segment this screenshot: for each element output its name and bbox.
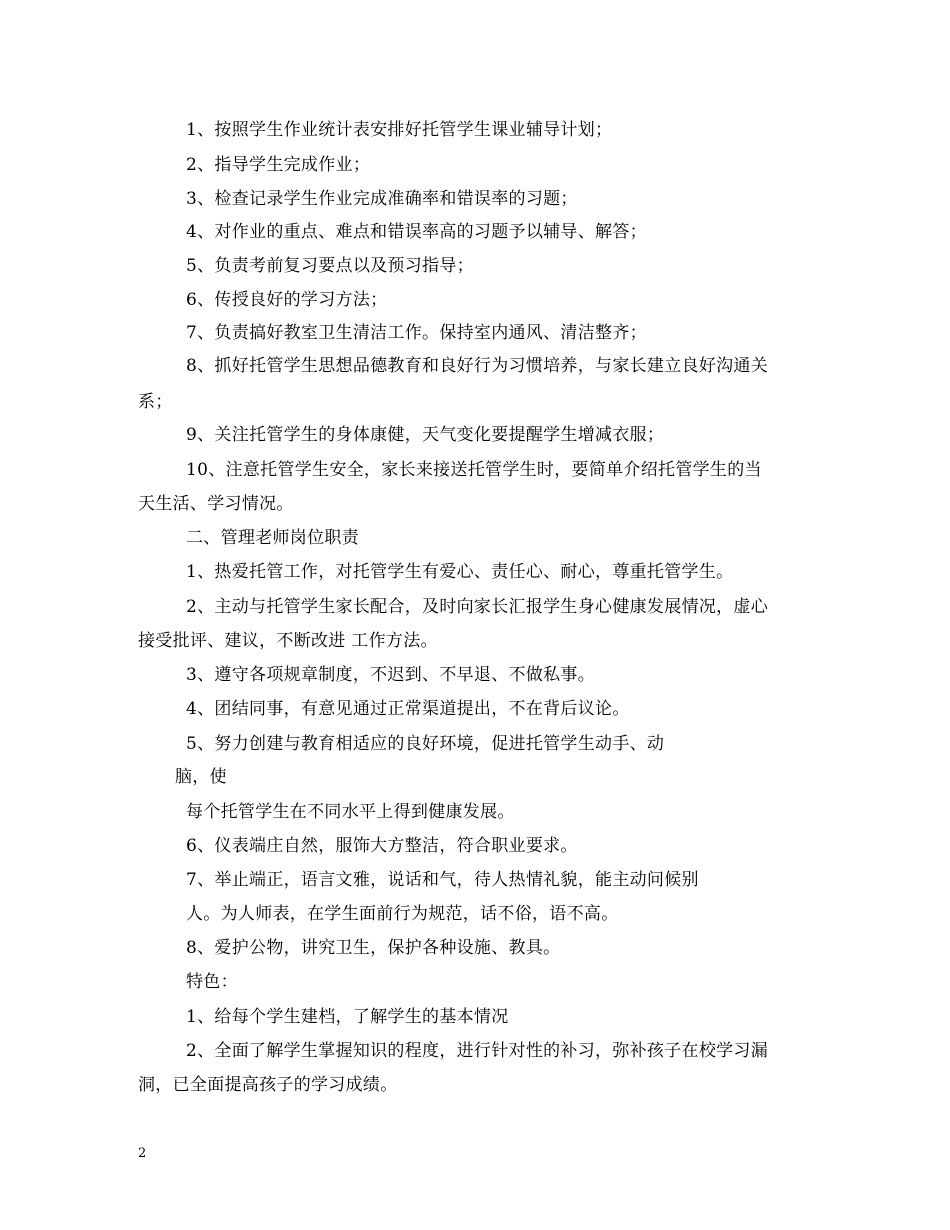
text-line-15: 2、主动与托管学生家长配合，及时向家长汇报学生身心健康发展情况，虚心 <box>186 597 769 617</box>
text-line-18: 4、团结同事，有意见通过正常渠道提出，不在背后议论。 <box>186 699 630 719</box>
text-line-17: 3、遵守各项规章制度，不迟到、不早退、不做私事。 <box>186 665 596 685</box>
text-line-14: 1、热爱托管工作，对托管学生有爱心、责任心、耐心，尊重托管学生。 <box>186 562 734 582</box>
text-line-22: 6、仪表端庄自然，服饰大方整洁，符合职业要求。 <box>186 836 578 856</box>
text-line-27: 1、给每个学生建档，了解学生的基本情况 <box>186 1007 509 1027</box>
page-number: 2 <box>138 1146 147 1161</box>
text-line-8: 8、抓好托管学生思想品德教育和良好行为习惯培养，与家长建立良好沟通关 <box>186 356 769 376</box>
text-line-23: 7、举止端正，语言文雅，说话和气，待人热情礼貌，能主动问候别 <box>186 870 699 890</box>
features-heading: 特色： <box>186 972 238 992</box>
text-line-1: 1、按照学生作业统计表安排好托管学生课业辅导计划； <box>186 120 613 140</box>
text-line-9: 系； <box>138 392 173 412</box>
text-line-11: 10、注意托管学生安全，家长来接送托管学生时，要简单介绍托管学生的当 <box>186 460 762 480</box>
text-line-12: 天生活、学习情况。 <box>138 494 294 514</box>
text-line-2: 2、指导学生完成作业； <box>186 155 371 175</box>
text-line-6: 6、传授良好的学习方法； <box>186 290 388 310</box>
text-line-16: 接受批评、建议，不断改进 工作方法。 <box>138 631 438 651</box>
text-line-10: 9、关注托管学生的身体康健，天气变化要提醒学生增减衣服； <box>186 425 665 445</box>
text-line-24: 人。为人师表，在学生面前行为规范，话不俗，语不高。 <box>186 904 619 924</box>
section-heading: 二、管理老师岗位职责 <box>186 528 359 548</box>
text-line-7: 7、负责搞好教室卫生清洁工作。保持室内通风、清洁整齐； <box>186 323 647 343</box>
text-line-20: 脑，使 <box>175 767 227 787</box>
text-line-29: 洞，已全面提高孩子的学习成绩。 <box>138 1075 398 1095</box>
text-line-25: 8、爱护公物，讲究卫生，保护各种设施、教具。 <box>186 938 561 958</box>
text-line-5: 5、负责考前复习要点以及预习指导； <box>186 256 474 276</box>
text-line-4: 4、对作业的重点、难点和错误率高的习题予以辅导、解答； <box>186 222 647 242</box>
text-line-19: 5、努力创建与教育相适应的良好环境，促进托管学生动手、动 <box>186 734 665 754</box>
text-line-28: 2、全面了解学生掌握知识的程度，进行针对性的补习，弥补孩子在校学习漏 <box>186 1041 769 1061</box>
text-line-21: 每个托管学生在不同水平上得到健康发展。 <box>186 802 515 822</box>
text-line-3: 3、检查记录学生作业完成准确率和错误率的习题； <box>186 189 578 209</box>
